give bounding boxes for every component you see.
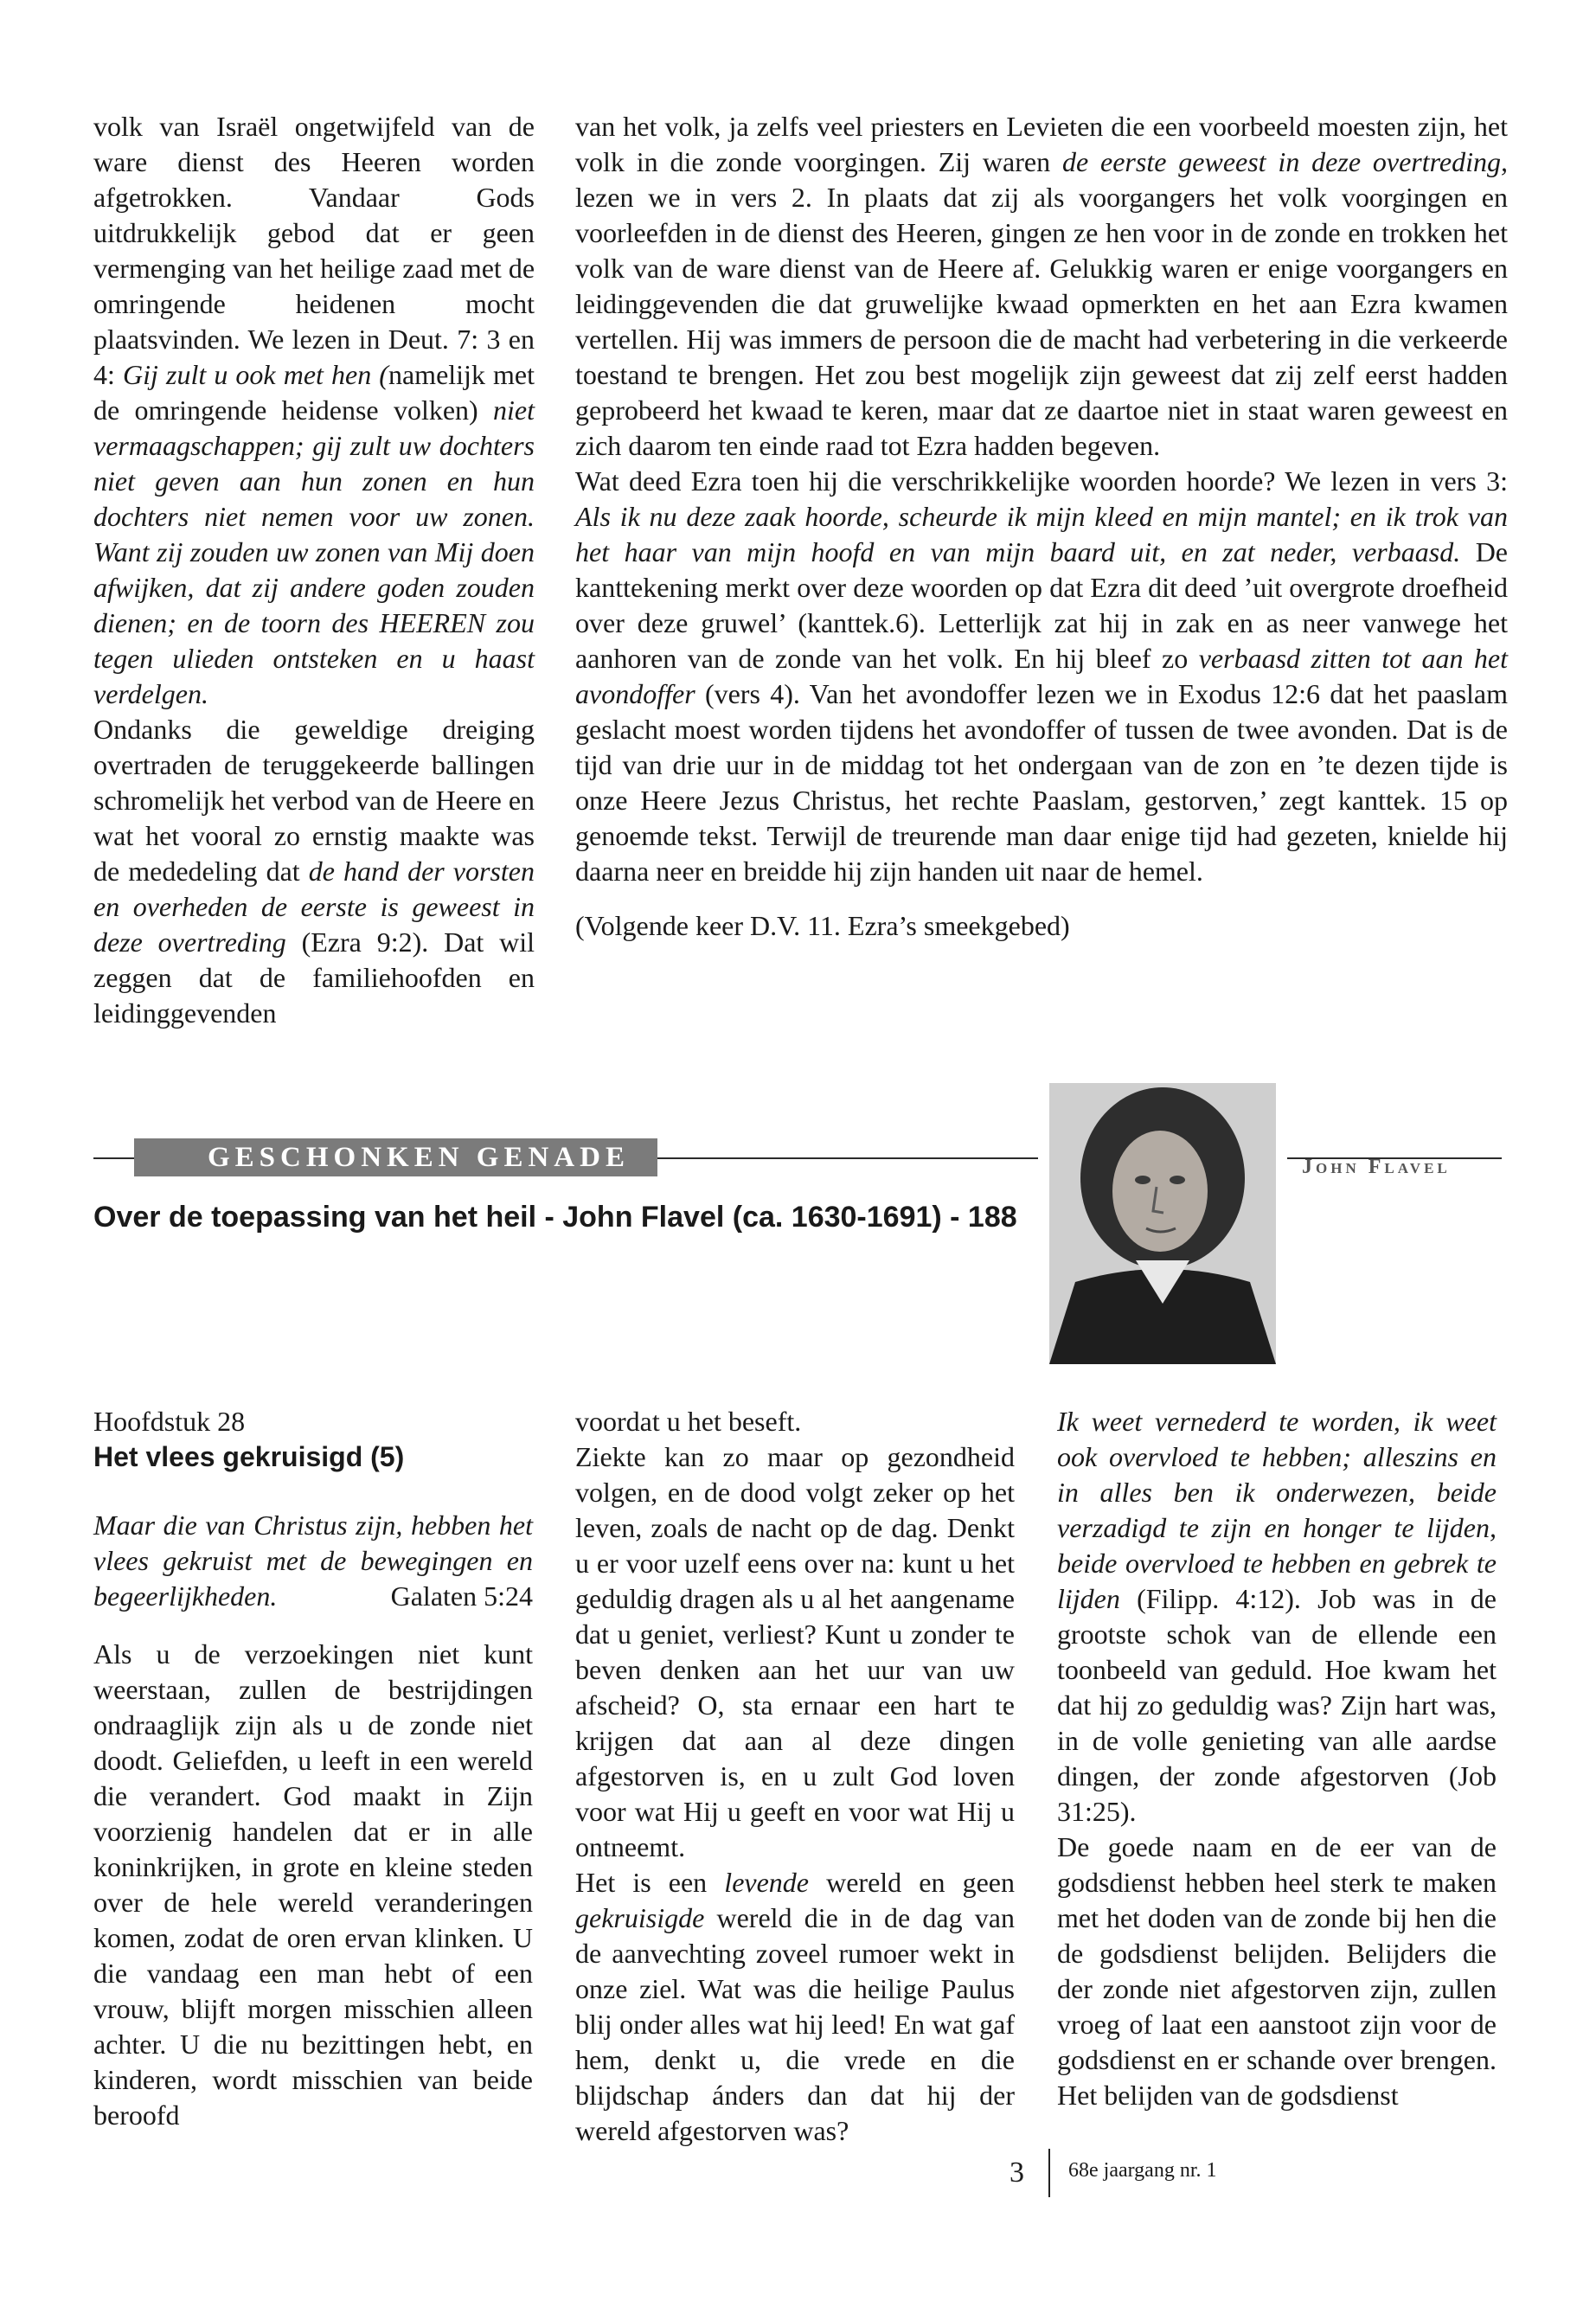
- column-top-left: [93, 109, 535, 1031]
- motto-reference: Galaten 5:24: [390, 1580, 533, 1612]
- paragraph: De goede naam en de eer van de godsdienst hebben heel sterk te maken met het doden van de zonde bij hen die de godsdienst belijden. Belijders die der zonde niet afgestorven zijn, zullen vroeg of laat een aanstoot zijn voor de godsdienst en er schande over brengen. Het belijden van de godsdienst: [1057, 1831, 1497, 2111]
- author-portrait: [1049, 1083, 1276, 1364]
- chapter-number: Hoofdstuk 28: [93, 1406, 246, 1437]
- paragraph: Het is een levende wereld en geen gekruisigde wereld die in de dag van de aanvechting zoveel rumoer wekt in onze ziel. Wat was die heilige Paulus blij onder alles wat hij leed! En wat gaf hem, denkt u, die vrede en die blijdschap ánders dan dat hij der wereld afgestorven was?: [575, 1867, 1016, 2146]
- article-subtitle: Over de toepassing van het heil - John Flavel (ca. 1630-1691) - 188: [93, 1201, 1017, 1234]
- paragraph: Ziekte kan zo maar op gezondheid volgen, en de dood volgt zeker op het leven, zoals de nacht op de dag. Denkt u er voor uzelf eens over na: kunt u het geduldig dragen als u al het aangename dat u geniet, verliest? Kunt u zonder te beven denken aan het uur van uw afscheid? O, sta ernaar een hart te krijgen dat aan al deze dingen afgestorven is, en u zult God loven voor wat Hij u geeft en voor wat Hij u ontneemt.: [575, 1441, 1015, 1862]
- column-bottom-middle: [575, 1404, 1015, 2149]
- column-top-right: [575, 109, 1508, 944]
- paragraph: Ik weet vernederd te worden, ik weet ook overvloed te hebben; alleszins en in alles ben ik onderwezen, beide verzadigd te zijn en honger te lijden, beide overvloed te hebben en gebrek te lijden (Filipp. 4:12). Job was in de grootste schok van de ellende een toonbeeld van geduld. Hoe kwam het dat hij zo geduldig was? Zijn hart was, in de volle genieting van alle aardse dingen, der zonde afgestorven (Job 31:25).: [1057, 1406, 1497, 1827]
- section-banner: GESCHONKEN GENADE: [134, 1138, 657, 1176]
- paragraph: Ondanks die geweldige dreiging overtraden de teruggekeerde ballingen schromelijk het verbod van de Heere en wat het vooral zo ernstig maakte was de mededeling dat de hand der vorsten en overheden de eerste is geweest in deze overtreding (Ezra 9:2). Dat wil zeggen dat de familiehoofden en leidinggevenden: [93, 714, 535, 1029]
- column-bottom-left: [93, 1404, 533, 2133]
- chapter-title: Het vlees gekruisigd (5): [93, 1441, 405, 1472]
- paragraph: volk van Israël ongetwijfeld van de ware dienst des Heeren worden afgetrokken. Vandaar Gods uitdrukkelijk gebod dat er geen vermenging van het heilige zaad met de omringende heidenen mocht plaatsvinden. We lezen in Deut. 7: 3 en 4: Gij zult u ook met hen (namelijk met de omringende heidense volken) niet vermaagschappen; gij zult uw dochters niet geven aan hun zonen en hun dochters niet nemen voor uw zonen. Want zij zouden uw zonen van Mij doen afwijken, dat zij andere goden zouden dienen; en de toorn des HEEREN zou tegen ulieden ontsteken en u haast verdelgen.: [93, 111, 535, 709]
- next-episode-note: (Volgende keer D.V. 11. Ezra’s smeekgebed): [575, 910, 1070, 941]
- paragraph: van het volk, ja zelfs veel priesters en Levieten die een voorbeeld moesten zijn, het volk in die zonde voorgingen. Zij waren de eerste geweest in deze overtreding, lezen we in vers 2. In plaats dat zij als voorgangers het volk voorgingen en voorleefden in de dienst des Heeren, gingen ze hen voor in de zonde en trokken het volk van de ware dienst van de Heere af. Gelukkig waren er enige voorgangers en leidinggevenden die dat gruwelijke kwaad opmerkten en het aan Ezra kwamen vertellen. Hij was immers de persoon die de macht had verbetering in die verkeerde toestand te brengen. Het zou best mogelijk zijn geweest dat zij zelf eerst hadden geprobeerd het kwaad te keren, maar dat ze daartoe niet in staat waren geweest en zich daarom ten einde raad tot Ezra hadden begeven.: [575, 111, 1509, 461]
- paragraph: Als u de verzoekingen niet kunt weerstaan, zullen de bestrijdingen ondraaglijk zijn als u de zonde niet doodt. Geliefden, u leeft in een wereld die verandert. God maakt in Zijn voorzienig handelen dat er in alle koninkrijken, in grote en kleine steden over de hele wereld veranderingen komen, zodat de oren ervan klinken. U die vandaag een man hebt of een vrouw, blijft morgen misschien alleen achter. U die nu bezittingen hebt, en kinderen, wordt misschien van beide beroofd: [93, 1638, 533, 2131]
- footer-divider: [1048, 2149, 1050, 2197]
- page-number: 3: [1010, 2157, 1024, 2189]
- paragraph: voordat u het beseft.: [575, 1406, 802, 1437]
- portrait-engraving-image: [1049, 1083, 1276, 1364]
- paragraph: Wat deed Ezra toen hij die verschrikkelijke woorden hoorde? We lezen in vers 3: Als ik nu deze zaak hoorde, scheurde ik mijn kleed en mijn mantel; en ik trok van het haar van mijn hoofd en van mijn baard uit, en zat neder, verbaasd. De kanttekening merkt over deze woorden op dat Ezra dit deed ’uit overgrote droefheid over deze gruwel’ (kanttek.6). Letterlijk zat hij in zak en as neer vanwege het aanhoren van de zonde van het volk. En hij bleef zo verbaasd zitten tot aan het avondoffer (vers 4). Van het avondoffer lezen we in Exodus 12:6 dat het paaslam geslacht moest worden tijdens het avondoffer of tussen de twee avonden. Dat is de tijd van drie uur in de middag tot het ondergaan van de zon en ’te dezen tijde is onze Heere Jezus Christus, het rechte Paaslam, gestorven,’ zegt kanttek. 15 op genoemde tekst. Terwijl de treurende man daar enige tijd had gezeten, knielde hij daarna neer en breidde hij zijn handen uit naar de hemel.: [575, 465, 1509, 887]
- column-bottom-right: [1057, 1404, 1497, 2113]
- motto: Maar die van Christus zijn, hebben het vlees gekruist met de bewegingen en begeerlijkheden. Galaten 5:24: [93, 1508, 533, 1614]
- issue-label: 68e jaargang nr. 1: [1068, 2159, 1217, 2182]
- author-label: John Flavel: [1302, 1156, 1451, 1178]
